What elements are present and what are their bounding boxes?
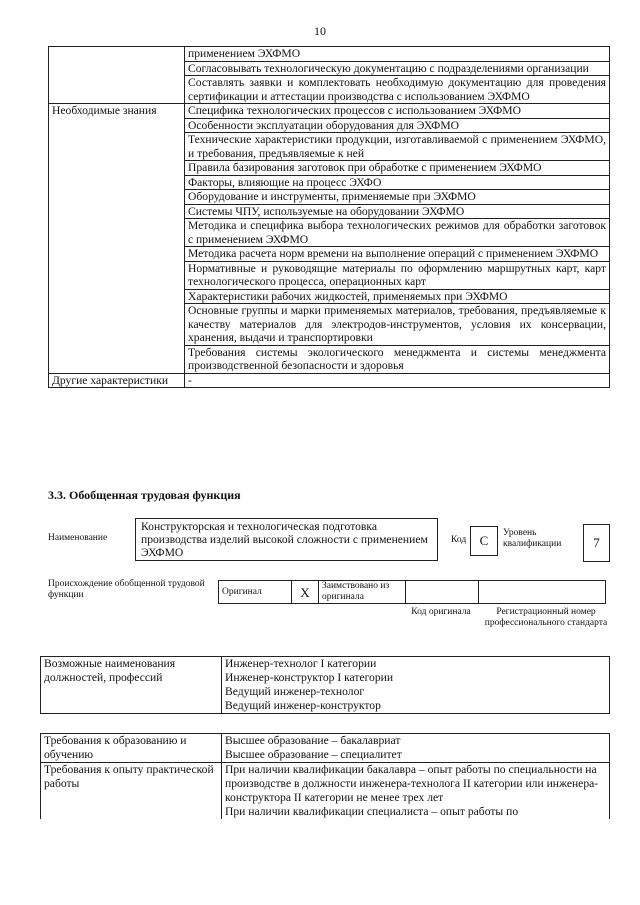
origin-label: Происхождение обобщенной трудовой функции: [48, 579, 205, 600]
knowledge-item: Технические характеристики продукции, изготавливаемой с применением ЭХФМО, и требования, предъявляемые к ней: [185, 133, 610, 161]
original-mark: X: [292, 581, 319, 604]
skills-item: Составлять заявки и комплектовать необходимую документацию для проведения сертификации и аттестации производства с использованием ЭХФМО: [185, 76, 610, 104]
knowledge-item: Факторы, влияющие на процесс ЭХФО: [185, 175, 610, 190]
position-item: Ведущий инженер-технолог: [225, 685, 365, 698]
knowledge-item: Правила базирования заготовок при обработке с применением ЭХФМО: [185, 161, 610, 176]
position-item: Инженер-технолог I категории: [225, 657, 377, 670]
knowledge-item: Требования системы экологического менеджмента и системы менеджмента производственной безопасности и здоровья: [185, 345, 610, 373]
page-number: 10: [314, 24, 326, 38]
reg-number-cell: [479, 581, 606, 604]
education-list: [222, 734, 610, 763]
knowledge-item: Системы ЧПУ, используемые на оборудовании ЭХФМО: [185, 204, 610, 219]
requirements-table: [40, 733, 610, 819]
borrowed-label: Заимствовано из оригинала: [319, 581, 406, 604]
education-item: Высшее образование – бакалавриат: [225, 734, 401, 747]
knowledge-item: Оборудование и инструменты, применяемые при ЭХФМО: [185, 190, 610, 205]
origin-table: [218, 580, 606, 604]
qualification-level-label: Уровень квалификации: [503, 528, 562, 549]
experience-list: [222, 763, 610, 820]
knowledge-item: Методика и специфика выбора технологических режимов для обработки заготовок с применением ЭХФМО: [185, 219, 610, 247]
positions-list: [222, 657, 610, 714]
section-heading: 3.3. Обобщенная трудовая функция: [48, 488, 241, 502]
experience-item: При наличии квалификации специалиста – опыт работы по: [225, 805, 519, 818]
education-item: Высшее образование – специалитет: [225, 748, 402, 761]
experience-item: При наличии квалификации бакалавра – опыт работы по специальности на производстве в должности инженера-технолога II категории или инженера-конструктора II категории не менее трех лет: [225, 763, 599, 804]
function-name-label: Наименование: [48, 533, 108, 543]
position-item: Инженер-конструктор I категории: [225, 671, 394, 684]
skills-label-cell: [49, 47, 185, 104]
function-name-value: Конструкторская и технологическая подготовка производства изделий высокой сложности с применением ЭХФМО: [135, 518, 438, 561]
skills-item: применением ЭХФМО: [185, 47, 610, 62]
other-characteristics-value: -: [185, 373, 610, 388]
positions-label: Возможные наименования должностей, профессий: [41, 657, 222, 714]
qualification-level-value: 7: [583, 524, 610, 562]
knowledge-item: Специфика технологических процессов с использованием ЭХФМО: [185, 104, 610, 119]
knowledge-label: Необходимые знания: [49, 104, 185, 374]
original-label: Оригинал: [219, 581, 292, 604]
code-original-cell: [406, 581, 479, 604]
knowledge-item: Основные группы и марки применяемых материалов, требования, предъявляемые к качеству материалов для электродов-инструментов, условия их консервации, хранения, выдачи и транспортировки: [185, 304, 610, 346]
positions-table: [40, 656, 610, 714]
knowledge-item: Особенности эксплуатации оборудования для ЭХФМО: [185, 118, 610, 133]
knowledge-item: Нормативные и руководящие материалы по оформлению маршрутных карт, карт технологического процесса, операционных карт: [185, 261, 610, 289]
experience-label: Требования к опыту практической работы: [41, 763, 222, 820]
knowledge-item: Методика расчета норм времени на выполнение операций с применением ЭХФМО: [185, 247, 610, 262]
reg-number-caption: Регистрационный номер профессионального стандарта: [484, 607, 608, 628]
education-label: Требования к образованию и обучению: [41, 734, 222, 763]
other-characteristics-label: Другие характеристики: [49, 373, 185, 388]
knowledge-item: Характеристики рабочих жидкостей, применяемых при ЭХФМО: [185, 289, 610, 304]
position-item: Ведущий инженер-конструктор: [225, 699, 381, 712]
knowledge-table: [48, 46, 610, 388]
code-value: С: [470, 526, 498, 556]
code-original-caption: Код оригинала: [411, 607, 471, 617]
skills-item: Согласовывать технологическую документацию с подразделениями организации: [185, 61, 610, 76]
code-label: Код: [451, 535, 467, 545]
